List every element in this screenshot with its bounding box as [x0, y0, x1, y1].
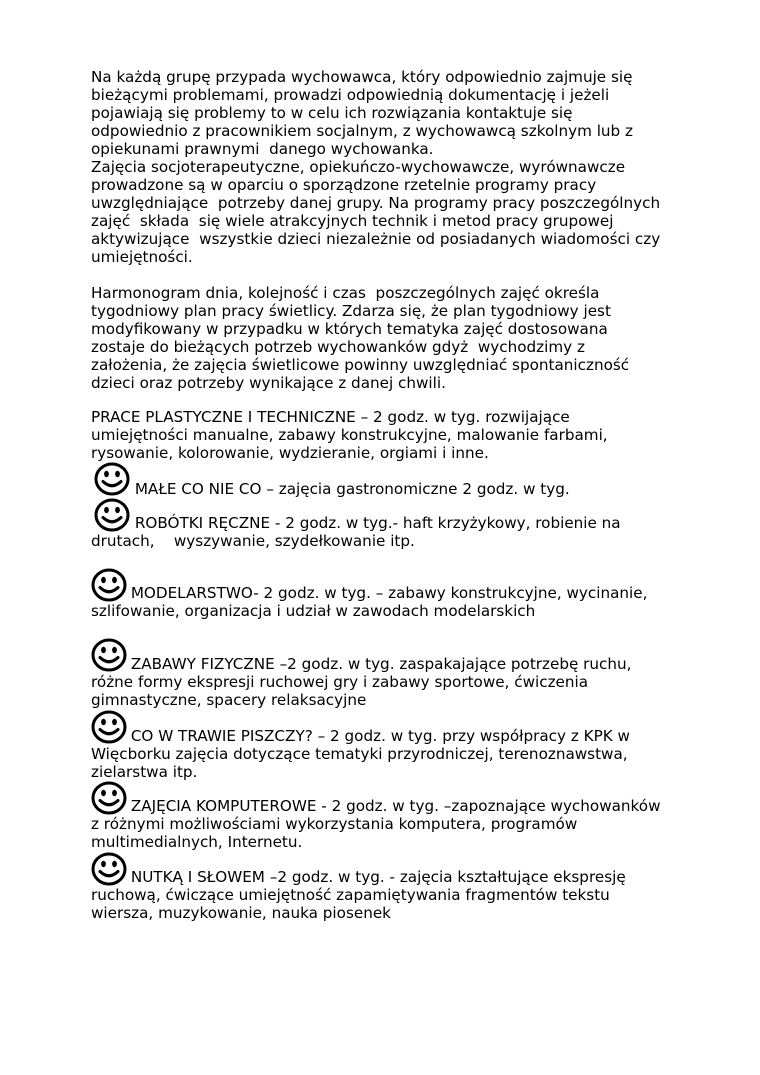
text-line: uwzględniające potrzeby danej grupy. Na programy pracy poszczególnych [91, 194, 661, 212]
text-line: MAŁE CO NIE CO – zajęcia gastronomiczne 2 godz. w tyg. [130, 480, 570, 498]
text-line: modyfikowany w przypadku w których tematyka zajęć dostosowana [91, 320, 608, 338]
intro-paragraph [91, 68, 691, 266]
text-line: umiejętności manualne, zabawy konstrukcyjne, malowanie farbami, [91, 426, 608, 444]
text-line: umiejętności. [91, 248, 193, 266]
text-line: CO W TRAWIE PISZCZY? – 2 godz. w tyg. przy współpracy z KPK w [126, 727, 630, 745]
schedule-paragraph [91, 284, 691, 392]
smiley-face-icon [91, 852, 127, 888]
activity-item [91, 498, 691, 550]
smiley-face-icon [91, 638, 127, 674]
text-line: bieżącymi problemami, prowadzi odpowiednią dokumentację i jeżeli [91, 86, 610, 104]
text-line: drutach, wyszywanie, szydełkowanie itp. [91, 532, 415, 550]
smiley-face-icon [94, 462, 130, 498]
text-line: pojawiają się problemy to w celu ich rozwiązania kontaktuje się [91, 104, 573, 122]
text-line: prowadzone są w oparciu o sporządzone rzetelnie programy pracy [91, 176, 597, 194]
text-line: Więcborku zajęcia dotyczące tematyki przyrodniczej, terenoznawstwa, [91, 745, 628, 763]
text-line: gimnastyczne, spacery relaksacyjne [91, 691, 367, 709]
activity-item [91, 638, 691, 709]
text-line: tygodniowy plan pracy świetlicy. Zdarza się, że plan tygodniowy jest [91, 302, 611, 320]
text-line: szlifowanie, organizacja i udział w zawodach modelarskich [91, 602, 536, 620]
text-line: ZABAWY FIZYCZNE –2 godz. w tyg. zaspakajające potrzebę ruchu, [126, 655, 632, 673]
text-line: Harmonogram dnia, kolejność i czas poszczególnych zajęć określa [91, 284, 600, 302]
text-line: ruchową, ćwiczące umiejętność zapamiętywania fragmentów tekstu [91, 886, 610, 904]
text-line: MODELARSTWO- 2 godz. w tyg. – zabawy konstrukcyjne, wycinanie, [126, 584, 648, 602]
text-line: zajęć składa się wiele atrakcyjnych technik i metod pracy grupowej [91, 212, 614, 230]
text-line: multimedialnych, Internetu. [91, 833, 303, 851]
smiley-face-icon [91, 781, 127, 817]
text-line: opiekunami prawnymi danego wychowanka. [91, 140, 434, 158]
smiley-face-icon [94, 498, 130, 534]
text-line: PRACE PLASTYCZNE I TECHNICZNE – 2 godz. w tyg. rozwijające [91, 408, 570, 426]
activity-item [91, 852, 691, 922]
text-line: z różnymi możliwościami wykorzystania komputera, programów [91, 815, 578, 833]
text-line: ZAJĘCIA KOMPUTEROWE - 2 godz. w tyg. –zapoznające wychowanków [126, 797, 661, 815]
text-line: ROBÓTKI RĘCZNE - 2 godz. w tyg.- haft krzyżykowy, robienie na [130, 514, 621, 532]
text-line: NUTKĄ I SŁOWEM –2 godz. w tyg. - zajęcia kształtujące ekspresję [126, 868, 626, 886]
activity-item [91, 781, 691, 851]
text-line: zielarstwa itp. [91, 763, 198, 781]
text-line: aktywizujące wszystkie dzieci niezależnie od posiadanych wiadomości czy [91, 230, 661, 248]
activity-item [91, 710, 691, 781]
activity-item [91, 462, 691, 498]
text-line: założenia, że zajęcia świetlicowe powinny uwzględniać spontaniczność [91, 356, 630, 374]
text-line: zostaje do bieżących potrzeb wychowanków gdyż wychodzimy z [91, 338, 585, 356]
text-line: odpowiednio z pracownikiem socjalnym, z wychowawcą szkolnym lub z [91, 122, 633, 140]
activity-item [91, 568, 691, 620]
text-line: wiersza, muzykowanie, nauka piosenek [91, 904, 391, 922]
smiley-face-icon [91, 710, 127, 746]
text-line: Zajęcia socjoterapeutyczne, opiekuńczo-wychowawcze, wyrównawcze [91, 158, 626, 176]
crafts-paragraph [91, 408, 691, 462]
text-line: rysowanie, kolorowanie, wydzieranie, orgiami i inne. [91, 444, 489, 462]
text-line: dzieci oraz potrzeby wynikające z danej chwili. [91, 374, 446, 392]
smiley-face-icon [91, 568, 127, 604]
text-line: różne formy ekspresji ruchowej gry i zabawy sportowe, ćwiczenia [91, 673, 589, 691]
text-line: Na każdą grupę przypada wychowawca, który odpowiednio zajmuje się [91, 68, 633, 86]
